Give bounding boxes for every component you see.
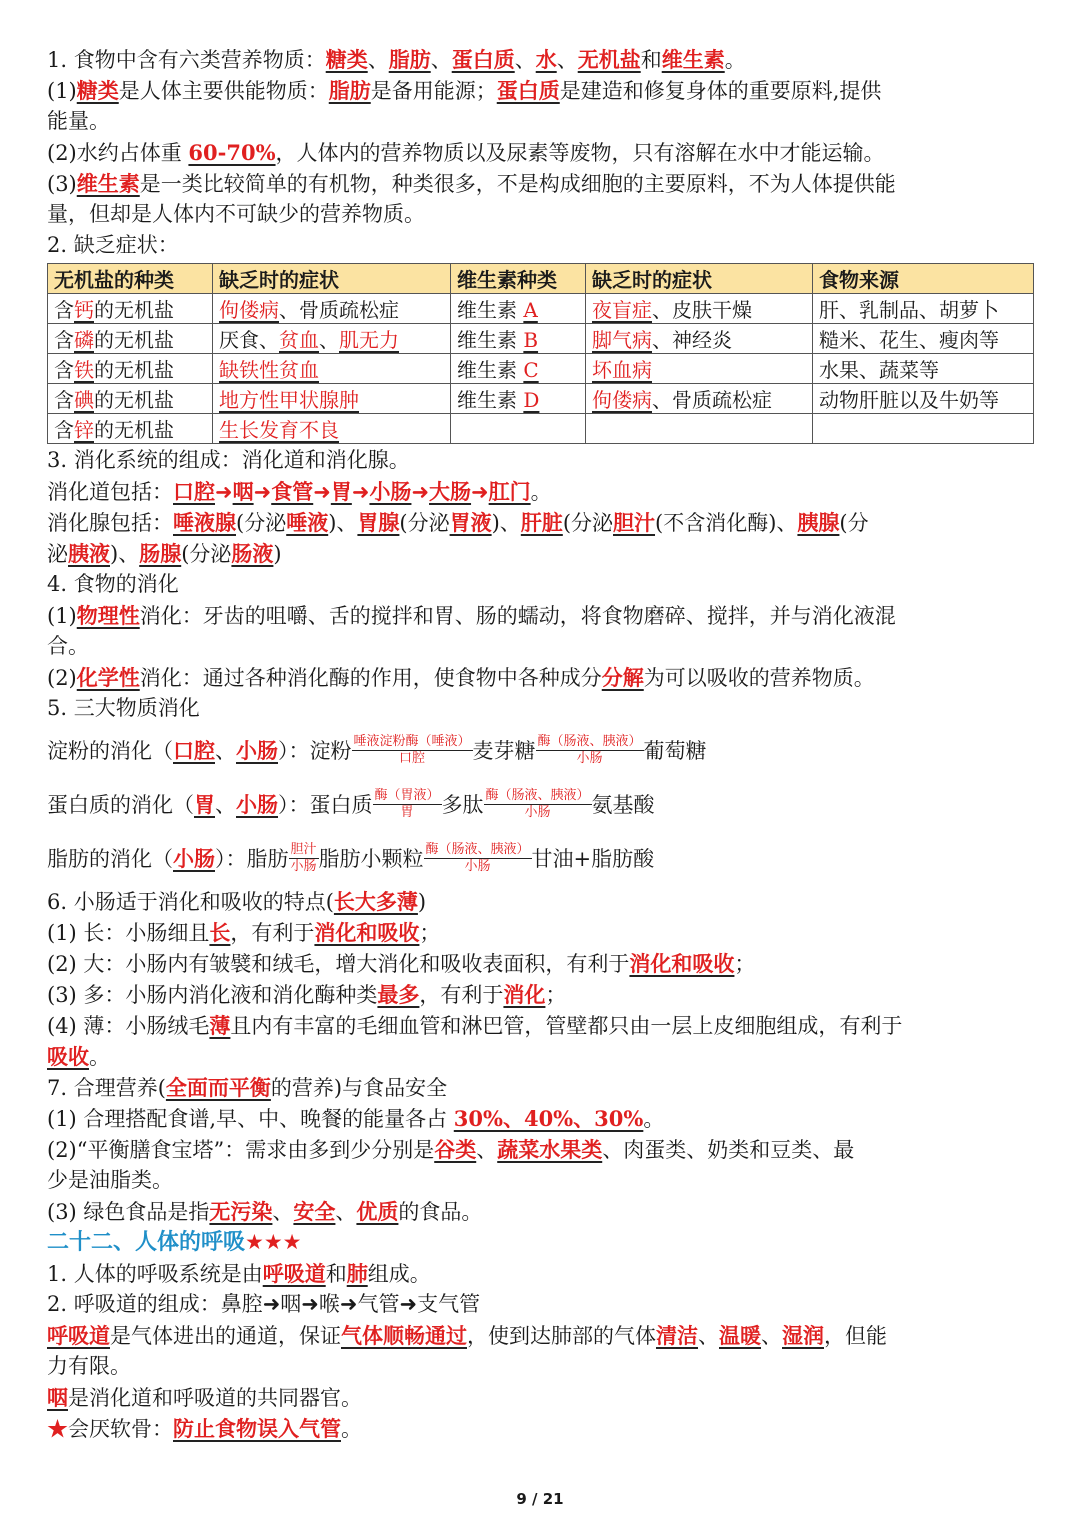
chapter-title: 二十二、人体的呼吸	[47, 1229, 246, 1255]
keyword: 坏血病	[592, 358, 652, 382]
text: 是备用能源；	[370, 79, 497, 103]
table-header-row	[48, 264, 1034, 294]
keyword: 小肠	[236, 738, 278, 763]
text: 蛋白质的消化（	[47, 793, 194, 817]
text: (分	[839, 511, 869, 535]
enzyme-label: 酶（肠液、胰液）	[425, 842, 530, 857]
keyword: 糖类	[325, 47, 368, 72]
site-label: 胃	[400, 805, 414, 820]
paragraph-line	[47, 1289, 1037, 1320]
table-row	[48, 324, 1034, 354]
column-header: 缺乏时的症状	[586, 264, 813, 294]
text: (1)	[47, 604, 77, 628]
keyword: 胰液	[68, 541, 110, 566]
arrow-icon: ➜	[253, 480, 272, 504]
keyword: C	[523, 358, 539, 382]
digestive-glands-line	[47, 507, 1037, 538]
text: )、	[491, 511, 521, 535]
text: 5. 三大物质消化	[47, 696, 200, 720]
text: 含	[54, 328, 74, 352]
enzyme-label: 酶（胃液）	[374, 788, 440, 803]
text: 、骨质疏松症	[652, 388, 772, 412]
paragraph-line	[47, 137, 1037, 168]
table-cell	[48, 384, 213, 414]
text: 少是油脂类。	[47, 1168, 173, 1192]
paragraph-line	[47, 600, 1037, 631]
text: 6. 小肠适于消化和吸收的特点(	[47, 890, 334, 914]
keyword: 无污染	[209, 1199, 273, 1224]
table-row	[48, 294, 1034, 324]
text: 淀粉的消化（	[47, 739, 173, 763]
text: 、皮肤干燥	[652, 298, 752, 322]
keyword: 缺铁性贫血	[219, 358, 319, 382]
text: ）：脂肪	[215, 847, 289, 871]
text: 能量。	[47, 109, 110, 133]
section-title	[47, 886, 1037, 917]
star-rating-icon: ★★★	[245, 1230, 302, 1254]
text: 、	[698, 1324, 719, 1348]
keyword: 最多	[377, 982, 420, 1007]
text: ，人体内的营养物质以及尿素等废物，只有溶解在水中才能运输。	[275, 141, 885, 165]
column-header: 食物来源	[813, 264, 1034, 294]
chapter-heading	[47, 1227, 1037, 1258]
keyword: 贫血	[279, 328, 319, 352]
keyword: 脚气病	[592, 328, 652, 352]
star-icon: ★	[47, 1417, 68, 1441]
keyword: 30%、40%、30%	[453, 1106, 644, 1131]
keyword: 蛋白质	[451, 47, 515, 72]
table-cell	[586, 294, 813, 324]
text: 。	[89, 1045, 110, 1069]
text: (2)	[47, 666, 77, 690]
text: ，使到达肺部的气体	[467, 1324, 656, 1348]
keyword: 物理性	[76, 603, 140, 628]
keyword: 薄	[209, 1013, 231, 1038]
keyword: 小肠	[173, 846, 215, 871]
text: 、	[272, 1200, 294, 1224]
keyword: 消化	[503, 982, 546, 1007]
text: ，有利于	[419, 983, 504, 1007]
enzyme-label: 酶（肠液、胰液）	[537, 734, 642, 749]
text: (分泌	[236, 511, 287, 535]
reaction-arrow	[536, 734, 644, 767]
keyword: 安全	[293, 1199, 336, 1224]
text: 泌	[47, 542, 68, 566]
text: (3) 多：小肠内消化液和消化酶种类	[47, 983, 378, 1007]
text: 脂肪的消化（	[47, 847, 173, 871]
keyword: 咽	[47, 1385, 68, 1410]
text: 氨基酸	[591, 793, 655, 817]
text: 维生素	[457, 388, 524, 412]
table-cell	[586, 414, 813, 444]
keyword: 肛门	[488, 479, 531, 504]
keyword: 优质	[356, 1199, 399, 1224]
text: 、	[335, 1200, 357, 1224]
paragraph-line	[47, 1103, 1037, 1134]
text: 消化腺包括：	[47, 511, 173, 535]
text: 甘油+脂肪酸	[531, 847, 655, 871]
text: 。	[341, 1417, 362, 1441]
keyword: 消化和吸收	[314, 920, 420, 945]
paragraph-line	[47, 631, 1037, 662]
text: 含	[54, 298, 74, 322]
paragraph-line	[47, 948, 1037, 979]
paragraph-line	[47, 1320, 1037, 1351]
column-header: 维生素种类	[451, 264, 586, 294]
keyword: 吸收	[47, 1044, 89, 1069]
arrow-icon: ➜	[471, 480, 489, 504]
paragraph-line	[47, 1413, 1037, 1444]
keyword: 钙	[74, 298, 94, 322]
site-label: 小肠	[576, 751, 603, 766]
paragraph-line	[47, 168, 1037, 199]
keyword: D	[523, 388, 540, 412]
table-cell	[213, 354, 451, 384]
text: 4. 食物的消化	[47, 572, 179, 596]
section-title	[47, 569, 1037, 600]
keyword: 蛋白质	[496, 78, 560, 103]
text: 消化：通过各种消化酶的作用，使食物中各种成分	[139, 666, 602, 690]
keyword: A	[523, 298, 538, 322]
keyword: 胃液	[449, 510, 492, 535]
keyword: 胆汁	[613, 510, 656, 535]
table-cell	[451, 414, 586, 444]
table-cell	[213, 324, 451, 354]
table-cell	[48, 294, 213, 324]
text: (3)	[47, 172, 77, 196]
paragraph-line	[47, 199, 1037, 230]
keyword: 小肠	[369, 479, 412, 504]
text: 组成。	[367, 1262, 431, 1286]
table-cell	[813, 414, 1034, 444]
text: 是人体主要供能物质：	[118, 79, 329, 103]
text: 7. 合理营养(	[47, 1076, 166, 1100]
deficiency-table	[47, 263, 1034, 444]
text: 力有限。	[47, 1354, 131, 1378]
keyword: 胃腺	[357, 510, 400, 535]
text: 。	[643, 1107, 665, 1131]
nutrients-line	[47, 44, 1037, 75]
table-cell	[213, 384, 451, 414]
text: 的食品。	[398, 1200, 483, 1224]
keyword: 谷类	[434, 1137, 477, 1162]
keyword: B	[523, 328, 539, 352]
table-row	[48, 384, 1034, 414]
table-cell	[451, 294, 586, 324]
paragraph-line	[47, 662, 1037, 693]
paragraph-line	[47, 75, 1037, 106]
table-cell	[586, 324, 813, 354]
text: 、	[319, 328, 339, 352]
text: (1)	[47, 79, 77, 103]
text: 多肽	[441, 793, 484, 817]
text: (1) 长：小肠细且	[47, 921, 210, 945]
arrow-icon: ➜	[411, 480, 430, 504]
text: 的无机盐	[94, 328, 174, 352]
text: 和	[640, 48, 662, 72]
column-header: 无机盐的种类	[48, 264, 213, 294]
arrow-icon: ➜	[351, 480, 370, 504]
paragraph-line	[47, 1382, 1037, 1413]
table-cell	[451, 354, 586, 384]
reaction-arrow	[424, 842, 532, 875]
text: 是建造和修复身体的重要原料,提供	[559, 79, 882, 103]
keyword: 无机盐	[577, 47, 641, 72]
paragraph-line	[47, 1165, 1037, 1196]
keyword: 肌无力	[339, 328, 399, 352]
table-cell	[48, 354, 213, 384]
text: ）：淀粉	[278, 739, 352, 763]
table-cell	[48, 414, 213, 444]
table-cell	[48, 324, 213, 354]
keyword: 化学性	[76, 665, 140, 690]
paragraph-line	[47, 1351, 1037, 1382]
text: (2)“平衡膳食宝塔”：需求由多到少分别是	[47, 1138, 435, 1162]
text: 为可以吸收的营养物质。	[643, 666, 875, 690]
keyword: 大肠	[429, 479, 472, 504]
keyword: 佝偻病	[219, 298, 279, 322]
keyword: 水	[535, 47, 557, 72]
keyword: 生长发育不良	[219, 418, 339, 442]
keyword: 清洁	[656, 1323, 698, 1348]
keyword: 肺	[346, 1261, 368, 1286]
text: ，有利于	[230, 921, 315, 945]
keyword: 气体顺畅通过	[341, 1323, 467, 1348]
text: 维生素	[457, 358, 524, 382]
page-content	[47, 44, 1037, 1444]
keyword: 胰腺	[797, 510, 840, 535]
keyword: 湿润	[782, 1323, 824, 1348]
text: 含	[54, 388, 74, 412]
paragraph-line	[47, 106, 1037, 137]
text: 厌食、	[219, 328, 279, 352]
keyword: 消化和吸收	[629, 951, 735, 976]
keyword: 唾液腺	[173, 510, 236, 535]
keyword: 60-70%	[188, 140, 276, 165]
text: 脂肪小颗粒	[318, 847, 424, 871]
keyword: 温暖	[719, 1323, 761, 1348]
enzyme-label: 酶（肠液、胰液）	[485, 788, 590, 803]
text: 的无机盐	[94, 418, 174, 442]
keyword: 口腔	[173, 738, 215, 763]
reaction-arrow	[289, 842, 319, 875]
text: 葡萄糖	[643, 739, 707, 763]
text: ；	[734, 952, 756, 976]
text: 、骨质疏松症	[279, 298, 399, 322]
section-title	[47, 230, 1037, 261]
page-number: 9 / 21	[516, 1490, 564, 1508]
keyword: 脂肪	[388, 47, 431, 72]
section-title	[47, 1072, 1037, 1103]
text: 维生素	[457, 298, 524, 322]
table-cell	[586, 354, 813, 384]
text: (4) 薄：小肠绒毛	[47, 1014, 210, 1038]
table-cell: 动物肝脏以及牛奶等	[813, 384, 1034, 414]
text: 合。	[47, 634, 89, 658]
enzyme-label: 唾液淀粉酶（唾液）	[353, 734, 471, 749]
protein-digestion	[47, 778, 1037, 832]
text: 、	[761, 1324, 782, 1348]
text: 、	[476, 1138, 498, 1162]
table-cell	[451, 324, 586, 354]
text: 、	[430, 48, 452, 72]
text: 维生素	[457, 328, 524, 352]
keyword: 铁	[74, 358, 94, 382]
keyword: 小肠	[236, 792, 278, 817]
paragraph-line	[47, 979, 1037, 1010]
text: (分泌	[399, 511, 450, 535]
keyword: 肠腺	[139, 541, 182, 566]
text: )、	[110, 542, 140, 566]
text: 和	[325, 1262, 347, 1286]
text: (不含消化酶)、	[655, 511, 798, 535]
text: (1) 合理搭配食谱,早、中、晚餐的能量各占	[47, 1107, 454, 1131]
text: 、肉蛋类、奶类和豆类、最	[602, 1138, 855, 1162]
arrow-icon: ➜	[215, 480, 233, 504]
reaction-arrow	[484, 788, 592, 821]
keyword: 维生素	[76, 171, 140, 196]
keyword: 脂肪	[328, 78, 371, 103]
text: 会厌软骨：	[68, 1417, 173, 1441]
table-cell	[586, 384, 813, 414]
keyword: 食管	[271, 479, 314, 504]
site-label: 口腔	[399, 751, 426, 766]
keyword: 长	[209, 920, 231, 945]
paragraph-line	[47, 1258, 1037, 1289]
text: 1. 食物中含有六类营养物质：	[47, 48, 326, 72]
text: 的无机盐	[94, 298, 174, 322]
keyword: 全面而平衡	[165, 1075, 271, 1100]
fat-digestion	[47, 832, 1037, 886]
text: (分泌	[181, 542, 232, 566]
starch-digestion	[47, 724, 1037, 778]
text: 是一类比较简单的有机物，种类很多，不是构成细胞的主要原料，不为人体提供能	[139, 172, 896, 196]
text: )	[273, 542, 282, 566]
site-label: 小肠	[524, 805, 551, 820]
table-row	[48, 414, 1034, 444]
keyword: 蔬菜水果类	[497, 1137, 603, 1162]
table-cell: 水果、蔬菜等	[813, 354, 1034, 384]
keyword: 唾液	[286, 510, 329, 535]
table-cell	[451, 384, 586, 414]
paragraph-line	[47, 1134, 1037, 1165]
keyword: 佝偻病	[592, 388, 652, 412]
text: 含	[54, 358, 74, 382]
digestive-glands-line	[47, 538, 1037, 569]
text: 是气体进出的通道，保证	[110, 1324, 341, 1348]
text: 、神经炎	[652, 328, 732, 352]
keyword: 呼吸道	[262, 1261, 326, 1286]
text: 量，但却是人体内不可缺少的营养物质。	[47, 202, 425, 226]
text: 的无机盐	[94, 358, 174, 382]
paragraph-line	[47, 1010, 1037, 1041]
keyword: 肠液	[231, 541, 274, 566]
text: (3) 绿色食品是指	[47, 1200, 210, 1224]
text: 2. 呼吸道的组成：鼻腔➜咽➜喉➜气管➜支气管	[47, 1292, 481, 1316]
table-cell	[213, 294, 451, 324]
digestive-tract-line	[47, 476, 1037, 507]
table-cell: 糙米、花生、瘦肉等	[813, 324, 1034, 354]
keyword: 维生素	[661, 47, 725, 72]
text: ；	[545, 983, 567, 1007]
enzyme-label: 胆汁	[290, 842, 317, 857]
table-cell	[213, 414, 451, 444]
keyword: 防止食物误入气管	[173, 1416, 341, 1441]
keyword: 长大多薄	[333, 889, 418, 914]
keyword: 夜盲症	[592, 298, 652, 322]
text: 1. 人体的呼吸系统是由	[47, 1262, 263, 1286]
keyword: 锌	[74, 418, 94, 442]
arrow-icon: ➜	[313, 480, 331, 504]
text: 、	[556, 48, 578, 72]
text: 含	[54, 418, 74, 442]
keyword: 胃	[194, 792, 215, 817]
keyword: 糖类	[76, 78, 119, 103]
text: )	[417, 890, 427, 914]
text: 。	[530, 480, 552, 504]
text: ；	[419, 921, 441, 945]
site-label: 小肠	[464, 859, 491, 874]
text: ）：蛋白质	[278, 793, 373, 817]
text: 是消化道和呼吸道的共同器官。	[68, 1386, 362, 1410]
section-title	[47, 693, 1037, 724]
keyword: 碘	[74, 388, 94, 412]
keyword: 磷	[74, 328, 94, 352]
keyword: 呼吸道	[47, 1323, 110, 1348]
text: (2)水约占体重	[47, 141, 189, 165]
text: 、	[367, 48, 389, 72]
site-label: 小肠	[290, 859, 317, 874]
keyword: 胃	[330, 479, 352, 504]
text: 3. 消化系统的组成：消化道和消化腺。	[47, 448, 410, 472]
text: 2. 缺乏症状：	[47, 233, 179, 257]
text: 的无机盐	[94, 388, 174, 412]
keyword: 咽	[232, 479, 254, 504]
paragraph-line	[47, 1196, 1037, 1227]
keyword: 肝脏	[520, 510, 563, 535]
reaction-arrow	[352, 734, 473, 767]
column-header: 缺乏时的症状	[213, 264, 451, 294]
section-title	[47, 445, 1037, 476]
text: 、	[514, 48, 536, 72]
text: )、	[328, 511, 358, 535]
reaction-arrow	[373, 788, 442, 821]
keyword: 地方性甲状腺肿	[219, 388, 359, 412]
text: (分泌	[562, 511, 614, 535]
text: (2) 大：小肠内有皱襞和绒毛，增大消化和吸收表面积，有利于	[47, 952, 630, 976]
text: 。	[724, 48, 746, 72]
text: 且内有丰富的毛细血管和淋巴管，管壁都只由一层上皮细胞组成，有利于	[230, 1014, 903, 1038]
text: 、	[215, 793, 236, 817]
paragraph-line	[47, 917, 1037, 948]
text: ，但能	[824, 1324, 887, 1348]
table-row	[48, 354, 1034, 384]
text: 麦芽糖	[472, 739, 536, 763]
keyword: 分解	[601, 665, 644, 690]
keyword: 口腔	[173, 479, 215, 504]
text: 的营养)与食品安全	[270, 1076, 448, 1100]
table-cell: 肝、乳制品、胡萝卜	[813, 294, 1034, 324]
text: 消化：牙齿的咀嚼、舌的搅拌和胃、肠的蠕动，将食物磨碎、搅拌，并与消化液混	[139, 604, 896, 628]
text: 、	[215, 739, 236, 763]
text: 消化道包括：	[47, 480, 173, 504]
paragraph-line	[47, 1041, 1037, 1072]
